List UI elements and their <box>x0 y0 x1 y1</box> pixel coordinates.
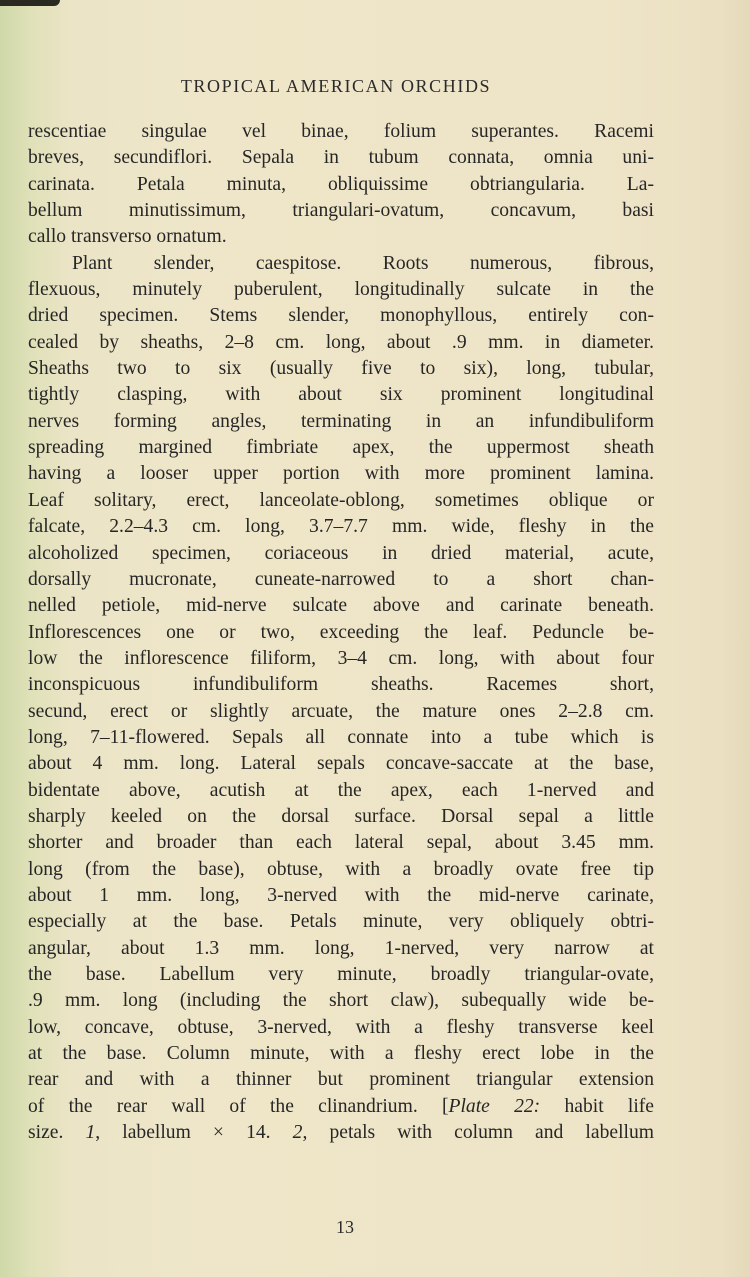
figure-number-1: 1 <box>85 1122 96 1144</box>
description-line: having a looser upper portion with more prominent lamina. <box>28 463 654 485</box>
description-line: secund, erect or slightly arcuate, the mature ones 2–2.8 cm. <box>28 700 654 722</box>
description-line: low, concave, obtuse, 3-nerved, with a fleshy transverse keel <box>28 1016 654 1038</box>
latin-line: bellum minutissimum, triangulari-ovatum, concavum, basi <box>28 200 654 222</box>
latin-line: callo transverso ornatum. <box>28 226 227 248</box>
description-line: about 1 mm. long, 3-nerved with the mid-nerve carinate, <box>28 884 654 906</box>
description-line: Inflorescences one or two, exceeding the leaf. Peduncle be- <box>28 621 654 643</box>
description-line: flexuous, minutely puberulent, longitudinally sulcate in the <box>28 279 654 301</box>
description-line: nerves forming angles, terminating in an infundibuliform <box>28 410 654 432</box>
running-head: TROPICAL AMERICAN ORCHIDS <box>180 76 492 96</box>
description-line: long (from the base), obtuse, with a broadly ovate free tip <box>28 858 654 880</box>
description-line: rear and with a thinner but prominent triangular extension <box>28 1069 654 1091</box>
plate-reference-tail: habit life <box>540 1095 654 1117</box>
description-line: at the base. Column minute, with a fleshy erect lobe in the <box>28 1043 654 1065</box>
description-line: tightly clasping, with about six prominent longitudinal <box>28 384 654 406</box>
figure-caption-line <box>28 1120 654 1146</box>
latin-line: rescentiae singulae vel binae, folium superantes. Racemi <box>28 121 654 142</box>
description-line: .9 mm. long (including the short claw), subequally wide be- <box>28 990 654 1012</box>
description-line: nelled petiole, mid-nerve sulcate above and carinate beneath. <box>28 595 654 617</box>
latin-line: breves, secundiflori. Sepala in tubum connata, omnia uni- <box>28 147 654 169</box>
description-line: long, 7–11-flowered. Sepals all connate into a tube which is <box>28 726 654 748</box>
plate-reference-line <box>28 1094 654 1120</box>
description-line: about 4 mm. long. Lateral sepals concave-saccate at the base, <box>28 753 654 775</box>
plate-reference-lead: of the rear wall of the clinandrium. [ <box>28 1095 449 1117</box>
description-line: Plant slender, caespitose. Roots numerous, fibrous, <box>72 252 654 274</box>
latin-line: carinata. Petala minuta, obliquissime obtriangularia. La- <box>28 173 654 195</box>
description-line: especially at the base. Petals minute, very obliquely obtri- <box>28 911 654 933</box>
page-number: 13 <box>336 1217 354 1237</box>
page-corner-shadow <box>0 0 60 6</box>
description-line: shorter and broader than each lateral sepal, about 3.45 mm. <box>28 832 654 854</box>
description-line: dried specimen. Stems slender, monophyllous, entirely con- <box>28 305 654 327</box>
description-line: sharply keeled on the dorsal surface. Dorsal sepal a little <box>28 805 654 827</box>
description-line: alcoholized specimen, coriaceous in dried material, acute, <box>28 542 654 564</box>
figure-2-caption: , petals with column and labellum <box>302 1122 654 1144</box>
description-line: inconspicuous infundibuliform sheaths. Racemes short, <box>28 674 654 696</box>
description-line: the base. Labellum very minute, broadly triangular-ovate, <box>28 964 654 985</box>
description-line: spreading margined fimbriate apex, the uppermost sheath <box>28 437 654 459</box>
description-line: cealed by sheaths, 2–8 cm. long, about .9 mm. in diameter. <box>28 331 654 353</box>
description-line: low the inflorescence filiform, 3–4 cm. long, with about four <box>28 647 654 669</box>
figure-1-caption: , labellum × 14. <box>95 1122 293 1144</box>
caption-prefix: size. <box>28 1122 86 1144</box>
description-line: Sheaths two to six (usually five to six), long, tubular, <box>28 358 654 380</box>
description-line: dorsally mucronate, cuneate-narrowed to a short chan- <box>28 568 654 590</box>
description-line: bidentate above, acutish at the apex, each 1-nerved and <box>28 779 654 801</box>
plate-label: Plate 22: <box>448 1095 541 1117</box>
body-text <box>28 119 654 1146</box>
description-line: angular, about 1.3 mm. long, 1-nerved, very narrow at <box>28 937 654 959</box>
description-line: falcate, 2.2–4.3 cm. long, 3.7–7.7 mm. wide, fleshy in the <box>28 516 654 538</box>
description-line: Leaf solitary, erect, lanceolate-oblong, sometimes oblique or <box>28 489 654 511</box>
figure-number-2: 2 <box>292 1122 303 1144</box>
